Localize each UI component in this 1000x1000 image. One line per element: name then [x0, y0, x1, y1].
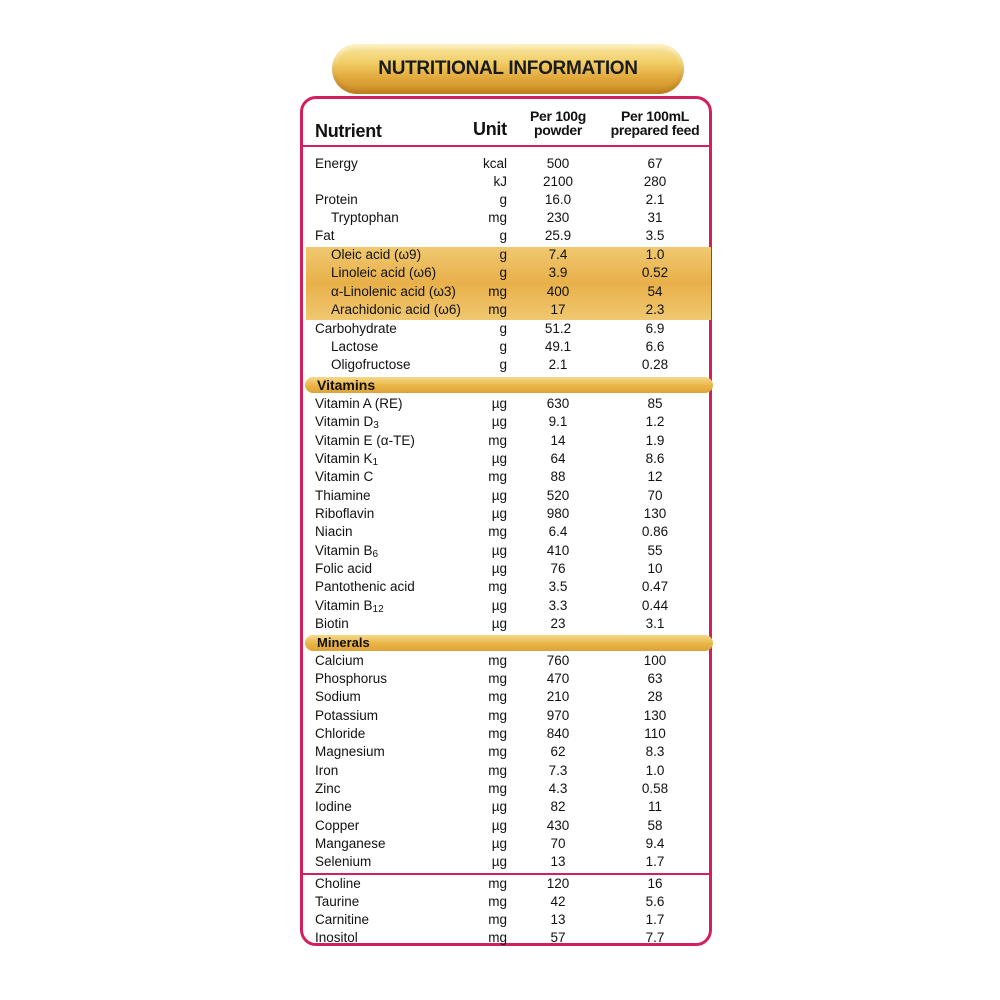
table-row	[303, 725, 709, 743]
nutrient-subscript: 6	[372, 549, 379, 560]
unit-cell: g	[499, 247, 507, 262]
per-100ml-value: 130	[643, 708, 667, 723]
nutrient-name	[315, 505, 374, 523]
nutrient-name	[315, 911, 369, 929]
header-per-100g-line2: powder	[534, 122, 582, 138]
per-100g-value: 3.5	[548, 579, 568, 594]
table-row	[303, 615, 709, 633]
unit-cell: g	[499, 192, 507, 207]
per-100g-value: 7.4	[548, 247, 568, 262]
nutrient-name-text: Fat	[315, 228, 335, 243]
per-100ml-value: 0.86	[641, 524, 669, 539]
per-100g-value: 76	[550, 561, 566, 576]
nutrient-subscript: 3	[373, 420, 379, 431]
nutrient-name-text: Folic acid	[315, 561, 373, 576]
table-row	[303, 542, 709, 560]
per-100g-value: 16.0	[544, 192, 572, 207]
per-100ml-value: 110	[644, 726, 666, 741]
table-row	[303, 652, 709, 670]
table-row	[303, 487, 709, 505]
nutrient-name	[315, 523, 353, 541]
section-minerals	[305, 635, 713, 651]
table-row	[303, 817, 709, 835]
per-100ml-value: 54	[647, 284, 663, 299]
unit-cell: mg	[488, 689, 507, 704]
nutrient-name	[315, 817, 359, 835]
table-row	[303, 578, 709, 596]
per-100ml-value: 9.4	[645, 836, 665, 851]
table-row	[303, 893, 709, 911]
section-vitamins-label: Vitamins	[317, 377, 376, 393]
unit-cell: mg	[488, 524, 507, 539]
unit-cell: mg	[488, 930, 507, 945]
nutrient-name-text: Oligofructose	[331, 357, 411, 372]
unit-cell: mg	[488, 284, 507, 299]
nutrient-name	[315, 413, 379, 433]
nutrient-name-text: Sodium	[315, 689, 361, 704]
nutrient-name-text: Selenium	[315, 854, 372, 869]
per-100ml-value: 2.1	[645, 192, 665, 207]
unit-cell: µg	[491, 836, 507, 851]
per-100g-value: 64	[550, 451, 566, 466]
nutrient-name-text: Chloride	[315, 726, 366, 741]
nutrient-name	[331, 209, 399, 227]
nutrient-name	[315, 450, 378, 470]
nutrient-name	[315, 227, 335, 245]
unit-cell: mg	[488, 894, 507, 909]
per-100ml-value: 10	[647, 561, 663, 576]
nutrient-name-text: Iron	[315, 763, 339, 778]
per-100g-value: 49.1	[544, 339, 572, 354]
per-100ml-value: 0.52	[641, 265, 669, 280]
nutrient-name	[315, 468, 373, 486]
unit-cell: mg	[488, 433, 507, 448]
per-100ml-value: 63	[647, 671, 663, 686]
nutrient-name-text: Lactose	[331, 339, 379, 354]
nutrient-name	[331, 283, 456, 301]
table-row	[303, 780, 709, 798]
unit-cell: µg	[491, 543, 507, 558]
unit-cell: kcal	[482, 156, 507, 171]
nutrient-name-text: Iodine	[315, 799, 352, 814]
per-100g-value: 88	[550, 469, 566, 484]
unit-cell: mg	[488, 469, 507, 484]
table-row	[303, 191, 709, 209]
nutrient-name	[315, 432, 415, 450]
table-row	[303, 450, 709, 468]
table-row	[303, 798, 709, 816]
header-per-100ml-line2: prepared feed	[610, 122, 700, 138]
per-100g-value: 120	[546, 876, 570, 891]
nutrient-name	[315, 929, 358, 947]
unit-cell: mg	[488, 744, 507, 759]
per-100ml-value: 0.47	[641, 579, 669, 594]
per-100ml-value: 280	[643, 174, 667, 189]
per-100ml-value: 85	[647, 396, 663, 411]
nutrient-name	[315, 320, 397, 338]
table-row	[303, 853, 709, 871]
table-row	[303, 338, 709, 356]
unit-cell: g	[499, 265, 507, 280]
nutrient-name	[315, 670, 387, 688]
nutrient-name-text: Vitamin A (RE)	[315, 396, 403, 411]
per-100ml-value: 28	[647, 689, 663, 704]
per-100ml-value: 1.2	[645, 414, 665, 429]
nutrient-name	[315, 597, 384, 617]
per-100g-value: 980	[546, 506, 570, 521]
per-100ml-value: 1.7	[645, 912, 665, 927]
unit-cell: mg	[488, 763, 507, 778]
nutrient-name	[331, 356, 411, 374]
table-row	[303, 155, 709, 173]
per-100ml-value: 6.9	[645, 321, 665, 336]
per-100g-value: 13	[550, 912, 566, 927]
nutrient-name-text: Vitamin B	[315, 543, 373, 558]
nutrient-name-text: Magnesium	[315, 744, 385, 759]
table-row	[303, 875, 709, 893]
nutrient-name-text: Vitamin K	[315, 451, 373, 466]
per-100g-value: 7.3	[548, 763, 568, 778]
table-row	[303, 670, 709, 688]
nutrient-name-text: α-Linolenic acid (ω3)	[331, 284, 456, 299]
per-100ml-value: 6.6	[645, 339, 665, 354]
section-vitamins	[305, 377, 713, 393]
table-row	[303, 707, 709, 725]
nutrient-name	[315, 780, 341, 798]
per-100ml-value: 12	[647, 469, 663, 484]
unit-cell: µg	[491, 561, 507, 576]
nutrient-name	[331, 246, 421, 264]
unit-cell: mg	[488, 876, 507, 891]
nutrient-name-text: Pantothenic acid	[315, 579, 415, 594]
nutrient-name	[315, 652, 364, 670]
nutrient-name-text: Protein	[315, 192, 358, 207]
per-100ml-value: 100	[643, 653, 667, 668]
table-row	[303, 301, 709, 319]
unit-cell: µg	[491, 414, 507, 429]
table-row	[303, 835, 709, 853]
header-nutrient: Nutrient	[315, 121, 382, 141]
nutrient-name	[315, 487, 371, 505]
nutrient-name	[315, 835, 386, 853]
per-100g-value: 470	[546, 671, 570, 686]
table-row	[303, 173, 709, 191]
table-row	[303, 356, 709, 374]
per-100ml-value: 0.28	[641, 357, 669, 372]
nutrient-name-text: Inositol	[315, 930, 358, 945]
per-100g-value: 630	[546, 396, 570, 411]
per-100g-value: 57	[550, 930, 566, 945]
per-100g-value: 62	[550, 744, 566, 759]
per-100g-value: 9.1	[548, 414, 568, 429]
table-row	[303, 227, 709, 245]
unit-cell: mg	[488, 726, 507, 741]
table-row	[303, 413, 709, 431]
nutrient-name-text: Vitamin D	[315, 414, 374, 429]
nutrient-name-text: Taurine	[315, 894, 360, 909]
per-100g-value: 82	[550, 799, 566, 814]
per-100g-value: 2.1	[548, 357, 568, 372]
nutrient-name-text: Biotin	[315, 616, 349, 631]
per-100g-value: 3.3	[548, 598, 568, 613]
nutrient-name-text: Linoleic acid (ω6)	[331, 265, 437, 280]
per-100g-value: 410	[546, 543, 570, 558]
table-row	[303, 597, 709, 615]
nutrient-name	[315, 762, 338, 780]
nutrient-name-text: Oleic acid (ω9)	[331, 247, 422, 262]
unit-cell: µg	[491, 506, 507, 521]
unit-cell: µg	[491, 818, 507, 833]
nutrient-name	[315, 560, 372, 578]
nutrient-name	[315, 798, 352, 816]
per-100ml-value: 1.0	[645, 247, 665, 262]
unit-cell: mg	[488, 912, 507, 927]
table-row	[303, 264, 709, 282]
table-row	[303, 929, 709, 947]
nutrient-name-text: Thiamine	[315, 488, 371, 503]
per-100ml-value: 55	[647, 543, 663, 558]
per-100g-value: 2100	[542, 174, 574, 189]
per-100ml-value: 70	[647, 488, 663, 503]
per-100g-value: 210	[546, 689, 570, 704]
per-100ml-value: 7.7	[645, 930, 665, 945]
unit-cell: mg	[488, 210, 507, 225]
per-100ml-value: 8.3	[645, 744, 665, 759]
per-100ml-value: 0.44	[641, 598, 669, 613]
per-100ml-value: 130	[643, 506, 667, 521]
header-per-100g	[519, 109, 597, 137]
per-100ml-value: 11	[647, 799, 662, 814]
unit-cell: µg	[491, 598, 507, 613]
nutrient-name	[315, 875, 361, 893]
header-unit: Unit	[473, 119, 507, 139]
unit-cell: mg	[488, 579, 507, 594]
nutrient-name	[331, 338, 378, 356]
unit-cell: µg	[491, 451, 507, 466]
table-row	[303, 911, 709, 929]
table-row	[303, 283, 709, 301]
per-100g-value: 17	[550, 302, 566, 317]
unit-cell: µg	[491, 396, 507, 411]
per-100g-value: 23	[550, 616, 566, 631]
nutrient-name	[315, 578, 415, 596]
table-row	[303, 320, 709, 338]
nutrient-name-text: Arachidonic acid (ω6)	[331, 302, 461, 317]
per-100g-value: 13	[550, 854, 566, 869]
per-100ml-value: 5.6	[645, 894, 665, 909]
per-100g-value: 500	[546, 156, 570, 171]
per-100g-value: 840	[546, 726, 570, 741]
unit-cell: g	[499, 321, 507, 336]
nutrient-name-text: Carnitine	[315, 912, 370, 927]
per-100ml-value: 67	[647, 156, 663, 171]
nutrient-name-text: Carbohydrate	[315, 321, 397, 336]
per-100g-value: 14	[550, 433, 566, 448]
nutrient-name-text: Riboflavin	[315, 506, 375, 521]
nutrient-name	[315, 155, 358, 173]
nutrient-subscript: 1	[372, 457, 379, 468]
page-title: NUTRITIONAL INFORMATION	[378, 58, 638, 79]
unit-cell: g	[499, 357, 507, 372]
per-100g-value: 4.3	[548, 781, 568, 796]
nutrient-name-text: Phosphorus	[315, 671, 388, 686]
per-100g-value: 520	[546, 488, 570, 503]
table-row	[303, 743, 709, 761]
unit-cell: mg	[488, 708, 507, 723]
nutrient-name-text: Calcium	[315, 653, 364, 668]
section-minerals-label: Minerals	[317, 635, 370, 650]
table-row	[303, 432, 709, 450]
nutrient-name	[315, 615, 349, 633]
unit-cell: g	[499, 228, 507, 243]
nutrient-name-text: Choline	[315, 876, 361, 891]
table-row	[303, 523, 709, 541]
nutrient-name	[331, 301, 461, 319]
table-row	[303, 209, 709, 227]
table-row	[303, 560, 709, 578]
per-100g-value: 400	[546, 284, 570, 299]
nutrient-name-text: Vitamin E (α-TE)	[315, 433, 415, 448]
per-100ml-value: 1.0	[645, 763, 665, 778]
nutrient-name	[315, 853, 371, 871]
header-per-100ml-line1: Per 100mL	[620, 108, 690, 124]
header-per-100g-line1: Per 100g	[530, 108, 586, 124]
per-100g-value: 430	[546, 818, 570, 833]
unit-cell: g	[499, 339, 507, 354]
per-100ml-value: 8.6	[645, 451, 665, 466]
unit-cell: kJ	[493, 174, 507, 189]
nutrient-name-text: Energy	[315, 156, 358, 171]
per-100ml-value: 0.58	[641, 781, 669, 796]
nutrient-name	[331, 264, 436, 282]
per-100g-value: 70	[550, 836, 566, 851]
nutrient-name	[315, 725, 365, 743]
unit-cell: mg	[488, 781, 507, 796]
nutrient-name-text: Vitamin B	[315, 598, 373, 613]
per-100ml-value: 2.3	[645, 302, 665, 317]
nutrient-subscript: 12	[372, 604, 384, 615]
nutrient-name-text: Potassium	[315, 708, 379, 723]
nutrient-name-text: Manganese	[315, 836, 386, 851]
per-100g-value: 760	[546, 653, 570, 668]
nutrient-name	[315, 707, 378, 725]
unit-cell: mg	[488, 671, 507, 686]
nutrient-name	[315, 743, 385, 761]
nutrient-name-text: Tryptophan	[331, 210, 399, 225]
per-100ml-value: 1.9	[645, 433, 665, 448]
nutrition-table	[300, 96, 712, 946]
unit-cell: mg	[488, 653, 507, 668]
table-row	[303, 762, 709, 780]
per-100g-value: 42	[550, 894, 566, 909]
nutrient-name	[315, 688, 361, 706]
unit-cell: mg	[488, 302, 507, 317]
per-100g-value: 970	[546, 708, 570, 723]
per-100ml-value: 16	[647, 876, 663, 891]
per-100ml-value: 31	[647, 210, 663, 225]
table-row	[303, 468, 709, 486]
unit-cell: µg	[491, 616, 507, 631]
table-row	[303, 688, 709, 706]
per-100ml-value: 3.5	[645, 228, 665, 243]
nutrient-name-text: Niacin	[315, 524, 353, 539]
per-100g-value: 230	[546, 210, 570, 225]
nutrient-name	[315, 542, 378, 562]
unit-cell: µg	[491, 854, 507, 869]
nutrient-name	[315, 395, 403, 413]
nutrient-name	[315, 893, 359, 911]
unit-cell: µg	[491, 488, 507, 503]
nutrient-name-text: Vitamin C	[315, 469, 374, 484]
table-row	[303, 505, 709, 523]
header-divider	[303, 145, 709, 147]
title-banner	[332, 44, 684, 94]
per-100g-value: 25.9	[544, 228, 572, 243]
table-row	[303, 246, 709, 264]
nutrient-name-text: Copper	[315, 818, 360, 833]
nutrient-name	[315, 191, 358, 209]
table-row	[303, 395, 709, 413]
unit-cell: µg	[491, 799, 507, 814]
per-100ml-value: 3.1	[645, 616, 665, 631]
header-per-100ml	[599, 109, 711, 137]
per-100ml-value: 58	[647, 818, 663, 833]
per-100g-value: 6.4	[548, 524, 568, 539]
per-100g-value: 3.9	[548, 265, 568, 280]
per-100ml-value: 1.7	[645, 854, 665, 869]
per-100g-value: 51.2	[544, 321, 572, 336]
nutrient-name-text: Zinc	[315, 781, 341, 796]
